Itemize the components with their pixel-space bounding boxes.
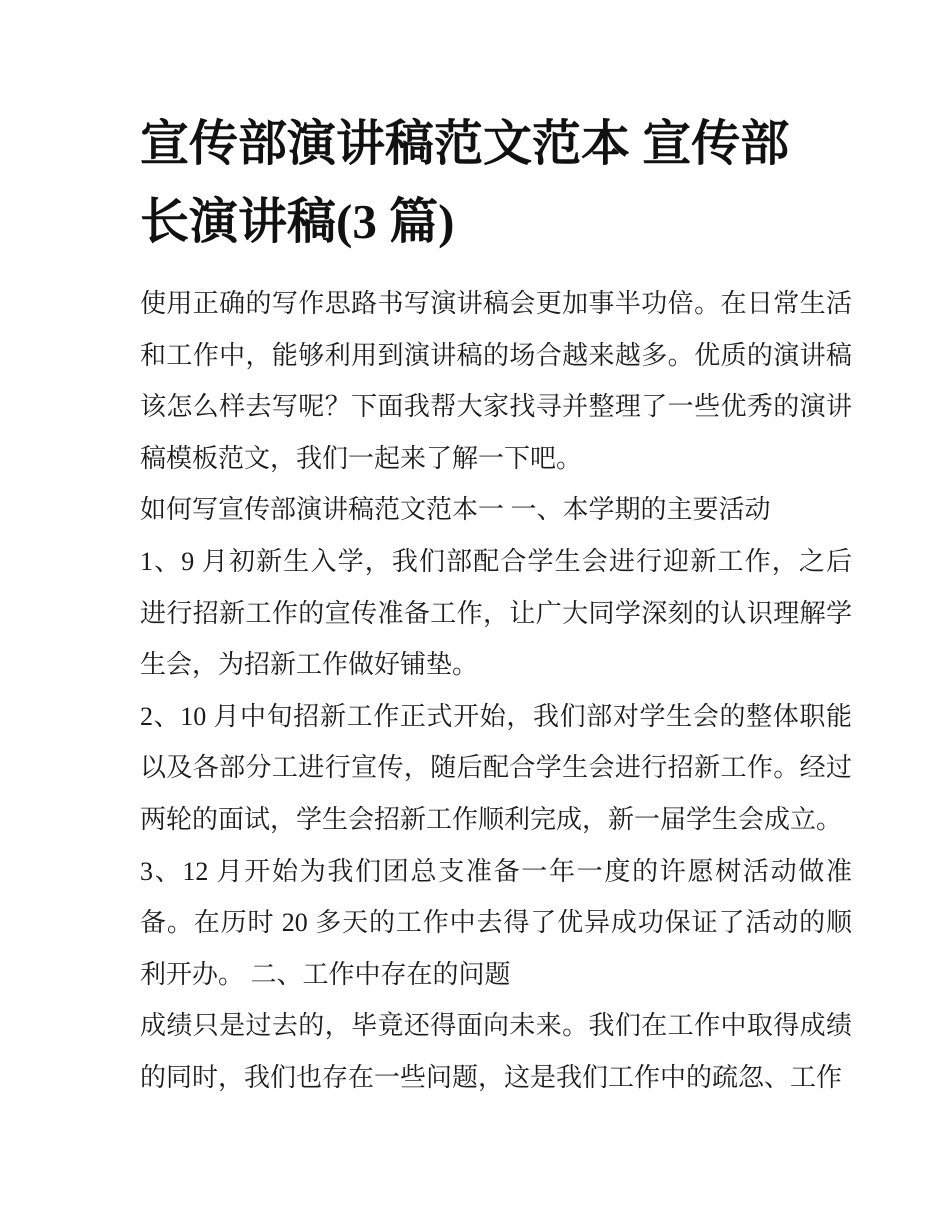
- document-content: [140, 105, 852, 1104]
- text-line: 以及各部分工进行宣传，随后配合学生会进行招新工作。经过: [140, 753, 852, 783]
- text-line: 如何写宣传部演讲稿范文范本一 一、本学期的主要活动: [140, 495, 771, 525]
- paragraph: [140, 484, 852, 536]
- text-line: 生会，为招新工作做好铺垫。: [140, 650, 479, 680]
- text-line: 3、12 月开始为我们团总支准备一年一度的许愿树活动做准: [140, 856, 852, 886]
- text-line: 利开办。 二、工作中存在的问题: [140, 959, 511, 989]
- text-line: 1、9 月初新生入学，我们部配合学生会进行迎新工作，之后: [140, 546, 852, 576]
- text-line: 该怎么样去写呢？下面我帮大家找寻并整理了一些优秀的演讲: [140, 392, 852, 422]
- text-line: 备。在历时 20 多天的工作中去得了优异成功保证了活动的顺: [140, 908, 852, 938]
- text-line: 使用正确的写作思路书写演讲稿会更加事半功倍。在日常生活: [140, 289, 852, 318]
- paragraph: [140, 846, 852, 1001]
- text-line: 成绩只是过去的，毕竟还得面向未来。我们在工作中取得成绩: [140, 1011, 852, 1041]
- document-body: [140, 278, 852, 1104]
- text-line: 和工作中，能够利用到演讲稿的场合越来越多。优质的演讲稿: [140, 340, 852, 370]
- text-line: 的同时，我们也存在一些问题，这是我们工作中的疏忽、工作: [140, 1062, 843, 1092]
- paragraph: [140, 691, 852, 846]
- text-line: 两轮的面试，学生会招新工作顺利完成，新一届学生会成立。: [140, 804, 843, 834]
- text-line: 进行招新工作的宣传准备工作，让广大同学深刻的认识理解学: [140, 598, 852, 628]
- title-line-2: 长演讲稿(3 篇): [140, 194, 455, 249]
- paragraph: [140, 536, 852, 691]
- text-line: 2、10 月中旬招新工作正式开始，我们部对学生会的整体职能: [140, 701, 852, 731]
- text-line: 稿模板范文，我们一起来了解一下吧。: [140, 443, 583, 473]
- title-line-1: 宣传部演讲稿范文范本 宣传部: [140, 116, 790, 171]
- paragraph: [140, 1000, 852, 1103]
- paragraph: [140, 278, 852, 484]
- document-title: [140, 105, 852, 261]
